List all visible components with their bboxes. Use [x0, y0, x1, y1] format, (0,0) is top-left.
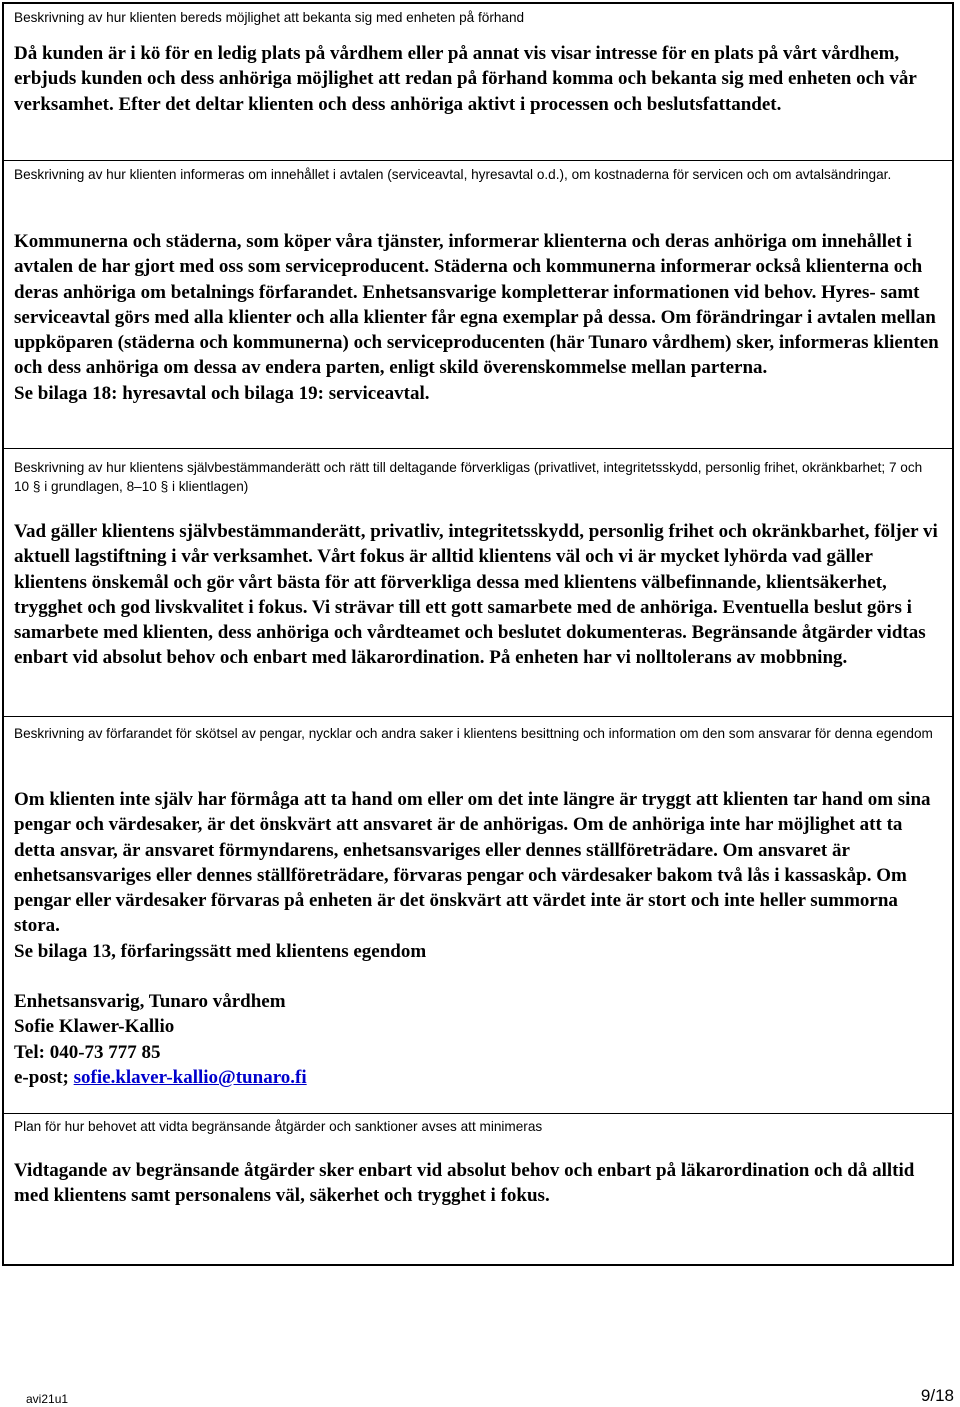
section-body [14, 519, 940, 671]
email-prefix: e-post; [14, 1066, 74, 1088]
contact-role: Enhetsansvarig, Tunaro vårdhem [14, 991, 286, 1013]
email-link[interactable]: sofie.klaver-kallio@tunaro.fi [73, 1066, 307, 1088]
section-label: Beskrivning av hur klienten bereds möjlighet att bekanta sig med enheten på förhand [14, 10, 525, 25]
section-label: Beskrivning av hur klientens självbestämmanderätt och rätt till deltagande förverkligas (privatlivet, integritetsskydd, personlig frihet, okränkbarhet; 7 och 10 § i grundlagen, 8–10 § i klientlagen) [14, 460, 923, 494]
page-number: 9/18 [920, 1386, 954, 1405]
attachment-reference: Se bilaga 13, förfaringssätt med klientens egendom [14, 940, 427, 962]
body-text: Vad gäller klientens självbestämmanderätt, privatliv, integritetsskydd, personlig frihet och okränkbarhet, följer vi aktuell lagstiftning i vår verksamhet. Vårt fokus är alltid klientens väl och vi är mycket lyhörda vad gäller klientens önskemål och gör vårt bästa för att förverkliga dessa med klientens välbefinnande, klientsäkerhet, trygghet och god livskvalitet i fokus. Vi strävar till ett gott samarbete med de anhöriga. Eventuella beslut görs i samarbete med klienten, dess anhöriga och vårdteamet och beslutet dokumenteras. Begränsande åtgärder vidtas enbart vid absolut behov och enbart med läkarordination. På enheten har vi nolltolerans av mobbning. [14, 521, 938, 669]
section-body [14, 229, 940, 406]
section-label: Beskrivning av hur klienten informeras om innehållet i avtalen (serviceavtal, hyresavtal o.d.), om kostnaderna för servicen och om avtalsändringar. [14, 167, 892, 182]
body-text: Då kunden är i kö för en ledig plats på vårdhem eller på annat vis visar intresse för en plats på vårt vårdhem, erbjuds kunden och dess anhöriga möjlighet att redan på förhand komma och bekanta sig med enheten och vår verksamhet. Efter det deltar klienten och dess anhöriga aktivt i processen och beslutsfattandet. [14, 43, 917, 115]
section-body [14, 787, 940, 1090]
body-text: Om klienten inte själv har förmåga att ta hand om eller om det inte längre är tryggt att klienten tar hand om sina pengar och värdesaker, är det önskvärt att ansvaret är de anhörigas. Om de anhöriga inte har möjlighet att ta detta ansvar, är ansvaret förmyndarens, enhetsansvariges eller dennes ställföreträdare. Om ansvaret är enhetsansvariges eller dennes ställföreträdare, förvaras pengar och värdesaker bakom två lås i kassaskåp. Om pengar eller värdesaker förvaras på enheten är det önskvärt att värdet inte är stort och inte heller summorna stora. [14, 789, 931, 937]
form-frame [2, 2, 954, 1266]
body-text: Vidtagande av begränsande åtgärder sker enbart vid absolut behov och enbart på läkarordination och då alltid med klientens samt personalens väl, säkerhet och trygghet i fokus. [14, 1160, 915, 1207]
section-money-and-property [4, 716, 952, 1113]
contact-email-line [14, 1065, 940, 1090]
contact-name: Sofie Klawer-Kallio [14, 1016, 175, 1038]
document-code: avi21u1 [26, 1392, 69, 1406]
section-self-determination [4, 448, 952, 716]
section-body [14, 41, 940, 117]
attachment-reference: Se bilaga 18: hyresavtal och bilaga 19: serviceavtal. [14, 382, 430, 404]
section-contract-information [4, 160, 952, 448]
section-label: Beskrivning av förfarandet för skötsel av pengar, nycklar och andra saker i klientens besittning och information om den som ansvarar för denna egendom [14, 726, 933, 741]
section-introduction [4, 4, 952, 160]
body-text: Kommunerna och städerna, som köper våra tjänster, informerar klienterna och deras anhöriga om innehållet i avtalen de har gjort med oss som serviceproducent. Städerna och kommunerna informerar också klienterna och deras anhöriga om betalnings förfarandet. Enhetsansvarige kompletterar informationen vid behov. Hyres- samt serviceavtal görs med alla klienter och alla klienter får egna exemplar på dessa. Om förändringar i avtalen mellan uppköparen (städerna och kommunerna) och serviceproducenten (här Tunaro vårdhem) sker, informeras klienten och dess anhöriga om dessa av endera parten, enligt skild överenskommelse mellan parterna. [14, 231, 939, 379]
section-restrictive-measures [4, 1113, 952, 1264]
section-body [14, 1158, 940, 1209]
section-label: Plan för hur behovet att vidta begränsande åtgärder och sanktioner avses att minimeras [14, 1119, 543, 1134]
contact-phone: Tel: 040-73 777 85 [14, 1041, 161, 1063]
